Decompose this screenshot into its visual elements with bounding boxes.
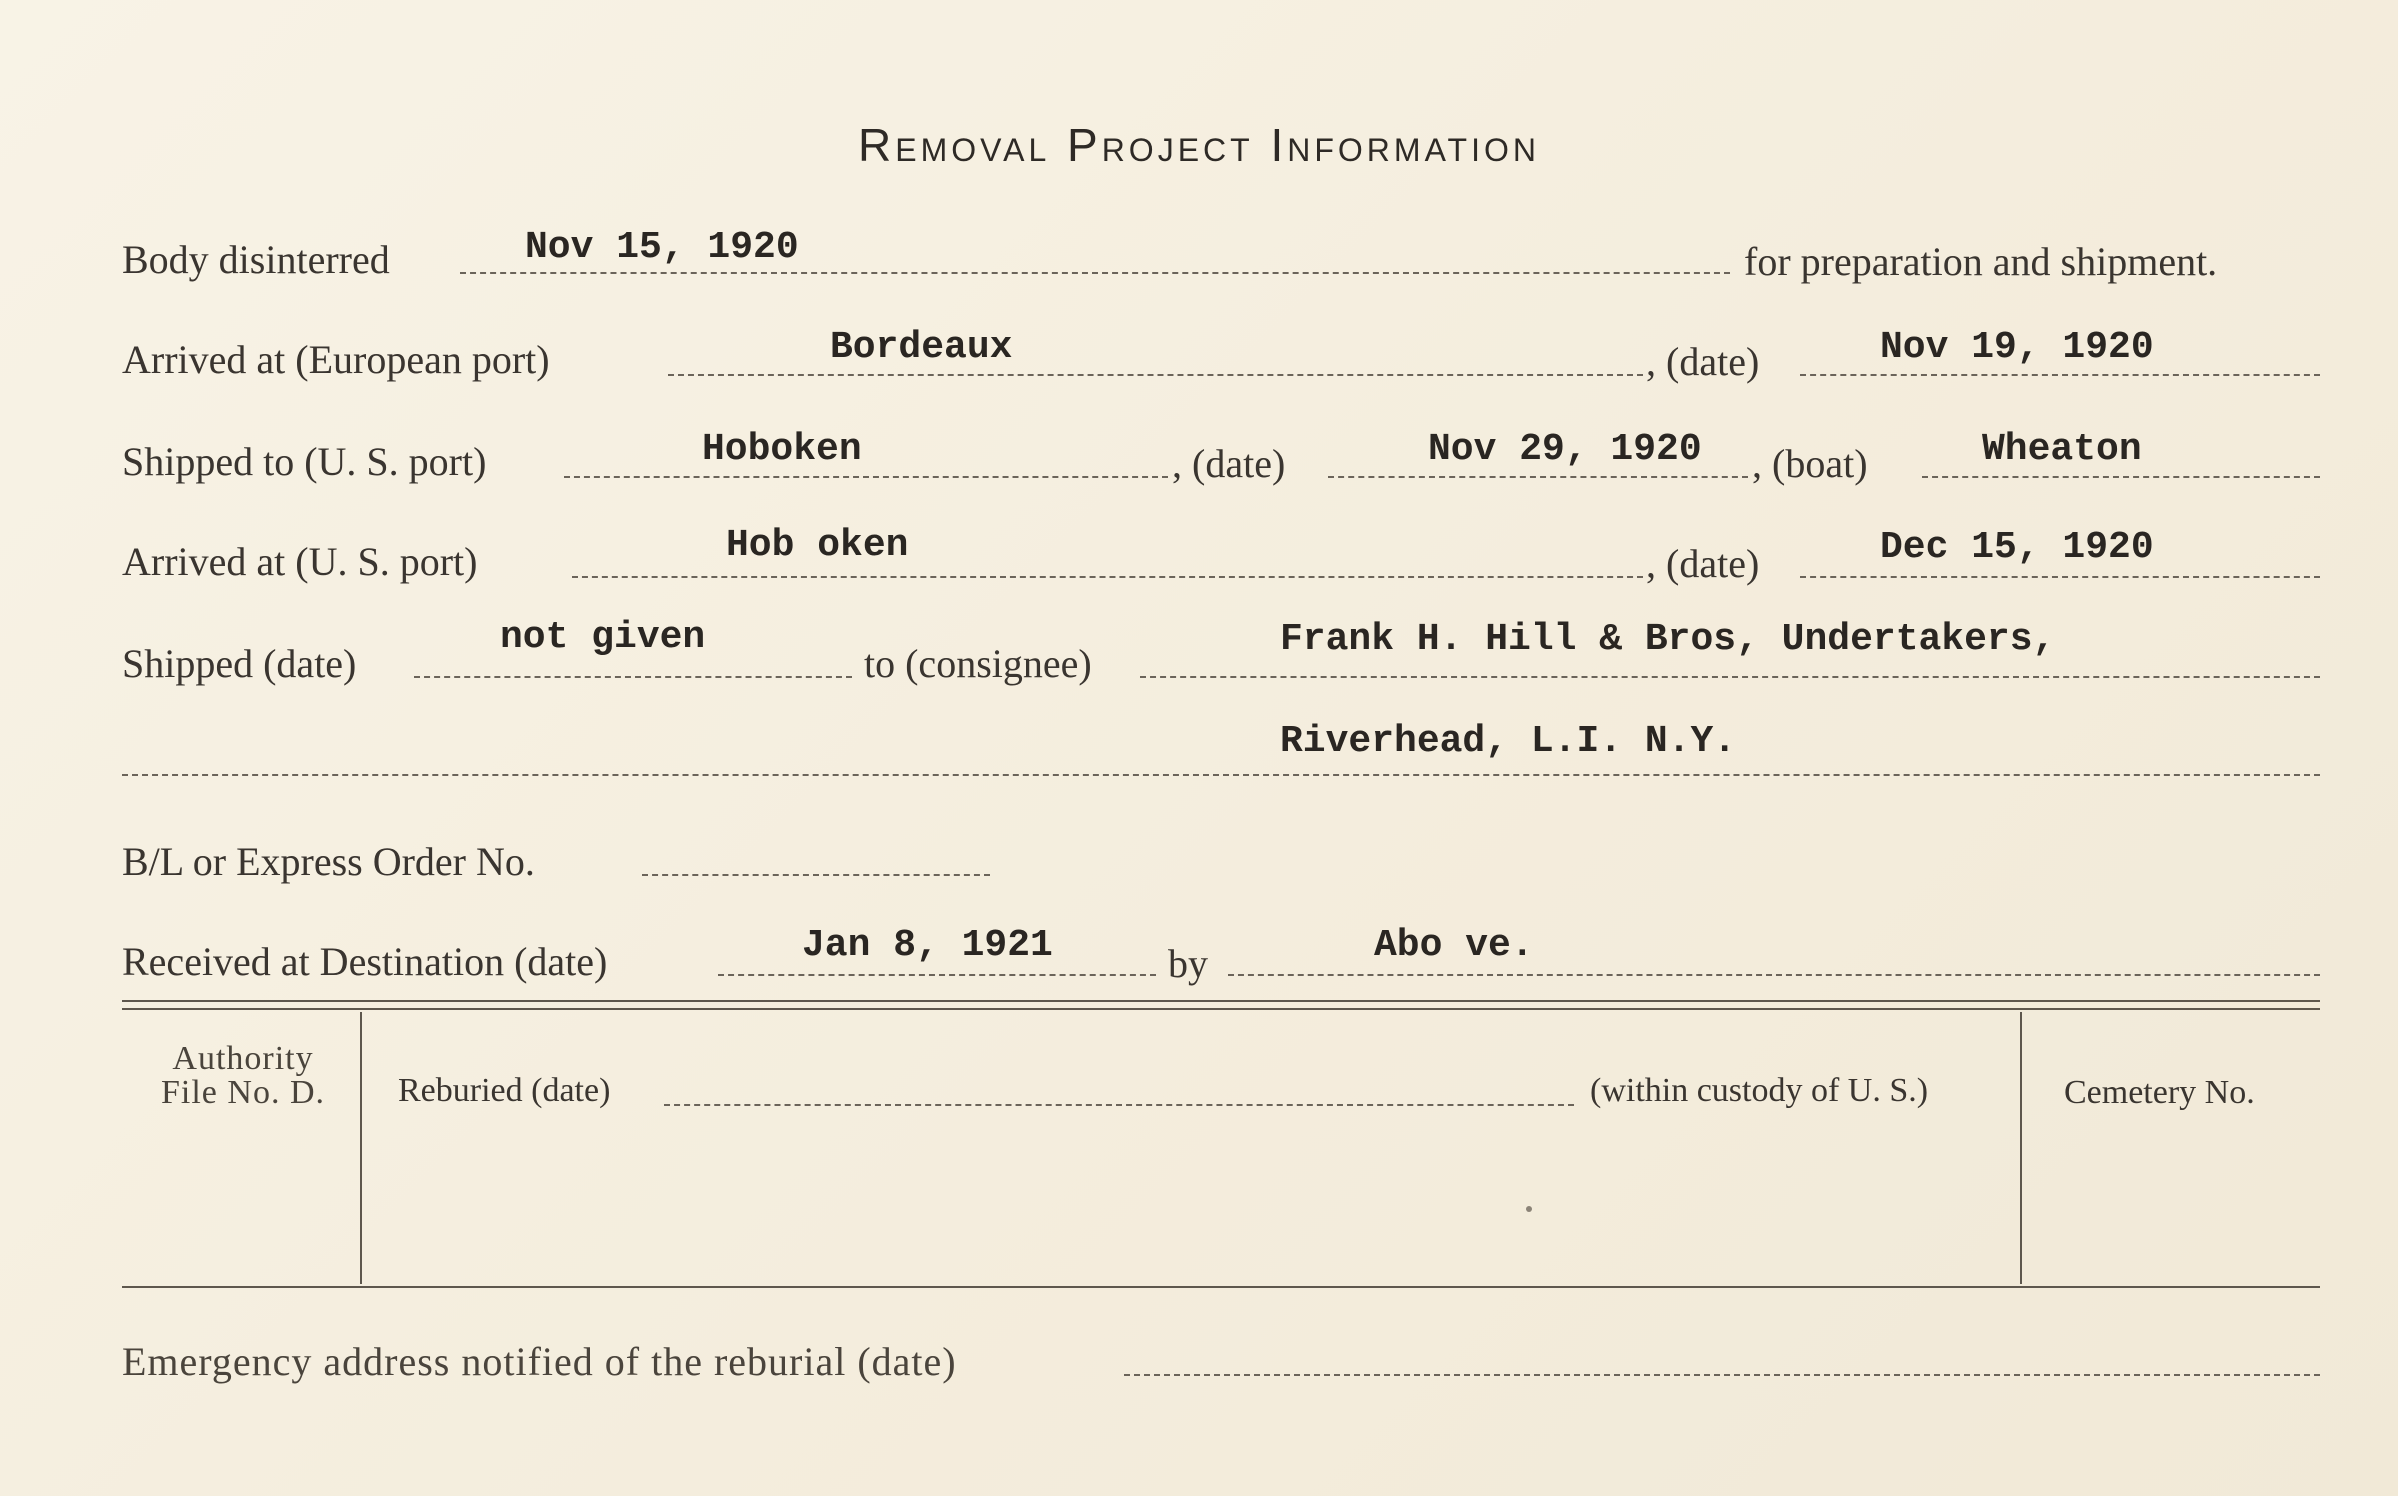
label-body-disinterred: Body disinterred bbox=[122, 237, 390, 282]
field-line-reburied-date[interactable] bbox=[664, 1104, 1574, 1106]
field-line-boat[interactable] bbox=[1922, 476, 2320, 478]
value-consignee-line1: Frank H. Hill & Bros, Undertakers, bbox=[1280, 618, 2056, 661]
field-line-consignee[interactable] bbox=[1140, 676, 2320, 678]
box-bottom-rule bbox=[122, 1286, 2320, 1288]
field-line-us-port-arrived[interactable] bbox=[572, 576, 1643, 578]
label-reburied: Reburied (date) bbox=[398, 1072, 611, 1109]
value-body-disinterred: Nov 15, 1920 bbox=[525, 226, 799, 269]
field-line-us-port-shipped[interactable] bbox=[564, 476, 1168, 478]
field-line-shipped-consignee-date[interactable] bbox=[414, 676, 852, 678]
label-shipped-to-us: Shipped to (U. S. port) bbox=[122, 439, 487, 484]
value-european-port: Bordeaux bbox=[830, 326, 1013, 369]
label-by: by bbox=[1168, 941, 1208, 986]
label-shipped-date: , (date) bbox=[1172, 441, 1286, 486]
value-arrived-date: Dec 15, 1920 bbox=[1880, 526, 2154, 569]
label-arrived-us: Arrived at (U. S. port) bbox=[122, 539, 478, 584]
field-line-arrived-date[interactable] bbox=[1800, 576, 2320, 578]
box-divider-left bbox=[360, 1012, 362, 1284]
field-line-bl-express[interactable] bbox=[642, 874, 990, 876]
value-consignee-line2: Riverhead, L.I. N.Y. bbox=[1280, 720, 1737, 763]
value-us-port-shipped: Hoboken bbox=[702, 428, 862, 471]
label-bl-express: B/L or Express Order No. bbox=[122, 839, 535, 884]
value-received-by: Abo ve. bbox=[1374, 924, 1534, 967]
label-within-custody: (within custody of U. S.) bbox=[1590, 1072, 1929, 1109]
label-emergency: Emergency address notified of the reburial (date) bbox=[122, 1339, 957, 1384]
page-title: Removal Project Information bbox=[858, 119, 1540, 171]
label-received-destination: Received at Destination (date) bbox=[122, 939, 608, 984]
label-authority-line1: Authority bbox=[172, 1040, 314, 1077]
value-received-date: Jan 8, 1921 bbox=[802, 924, 1053, 967]
field-line-received-date[interactable] bbox=[718, 974, 1156, 976]
label-for-preparation: for preparation and shipment. bbox=[1744, 239, 2218, 284]
value-us-port-arrived: Hob oken bbox=[726, 524, 909, 567]
label-arrived-european: Arrived at (European port) bbox=[122, 337, 550, 382]
label-authority-line2: File No. D. bbox=[161, 1074, 325, 1111]
box-divider-right bbox=[2020, 1012, 2022, 1284]
field-line-body-disinterred[interactable] bbox=[460, 272, 1730, 274]
field-line-received-by[interactable] bbox=[1228, 974, 2320, 976]
value-boat: Wheaton bbox=[1982, 428, 2142, 471]
value-shipped-date: Nov 29, 1920 bbox=[1428, 428, 1702, 471]
label-cemetery-no: Cemetery No. bbox=[2064, 1074, 2255, 1111]
label-shipped-consignee-date: Shipped (date) bbox=[122, 641, 357, 686]
field-line-european-port[interactable] bbox=[668, 374, 1643, 376]
separator-rule-top bbox=[122, 1000, 2320, 1002]
separator-rule-bottom bbox=[122, 1008, 2320, 1010]
label-european-date: , (date) bbox=[1646, 339, 1760, 384]
field-line-european-date[interactable] bbox=[1800, 374, 2320, 376]
field-line-consignee-continued[interactable] bbox=[122, 774, 2320, 776]
label-boat: , (boat) bbox=[1752, 441, 1868, 486]
label-arrived-date: , (date) bbox=[1646, 541, 1760, 586]
value-european-date: Nov 19, 1920 bbox=[1880, 326, 2154, 369]
field-line-emergency-date[interactable] bbox=[1124, 1374, 2320, 1376]
field-line-shipped-date[interactable] bbox=[1328, 476, 1748, 478]
value-shipped-consignee-date: not given bbox=[500, 616, 706, 659]
ink-speck bbox=[1526, 1206, 1532, 1212]
label-to-consignee: to (consignee) bbox=[864, 641, 1092, 686]
